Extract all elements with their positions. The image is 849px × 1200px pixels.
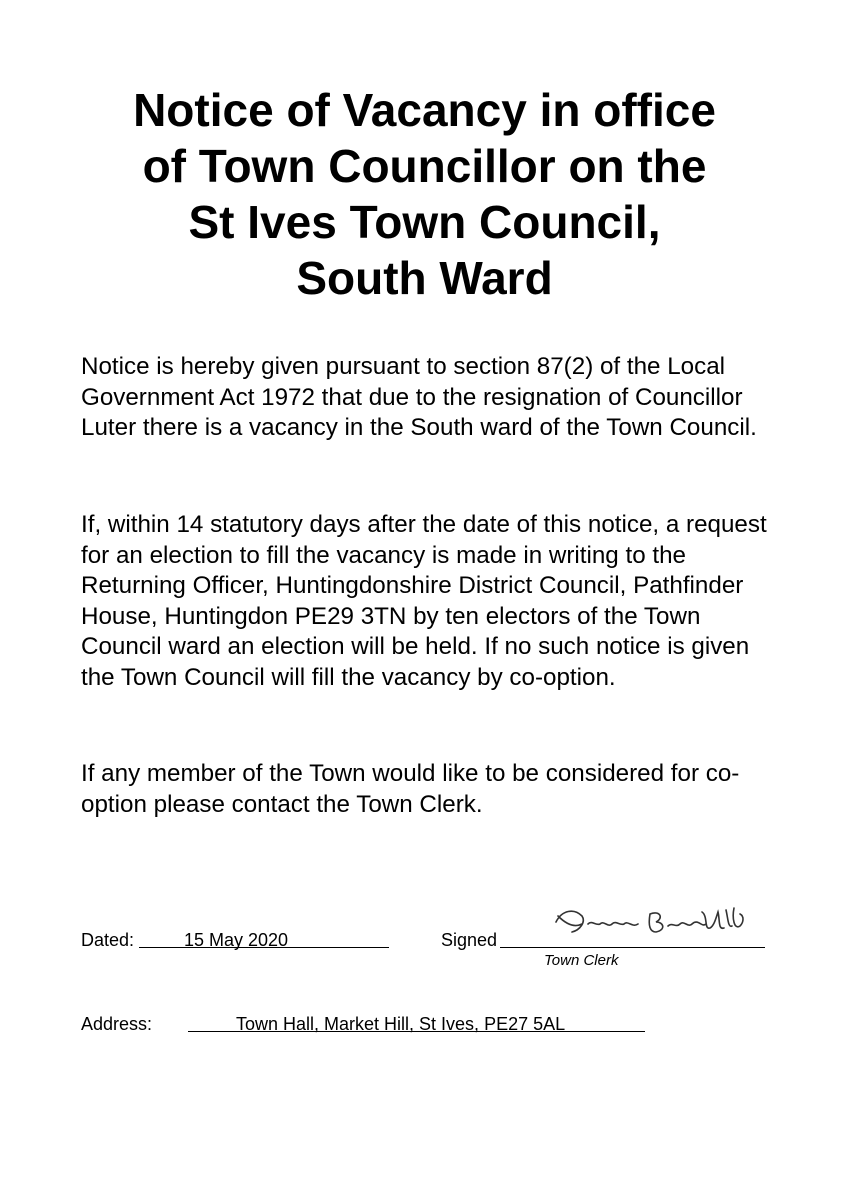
address-value: Town Hall, Market Hill, St Ives, PE27 5AL <box>236 1014 566 1034</box>
signatory-role: Town Clerk <box>544 952 619 969</box>
signed-underline <box>500 947 765 948</box>
title-line-4: South Ward <box>296 252 553 304</box>
notice-paragraph-pursuant: Notice is hereby given pursuant to section 87(2) of the Local Government Act 1972 that due to the resignation of Councillor Luter there is a vacancy in the South ward of the Town Council. <box>81 353 757 442</box>
title-line-1: Notice of Vacancy in office <box>133 84 716 136</box>
title-line-3: St Ives Town Council, <box>188 196 661 248</box>
signed-label: Signed <box>441 930 498 950</box>
notice-title <box>60 82 789 306</box>
address-label: Address: <box>81 1014 153 1034</box>
handwritten-signature <box>552 902 748 942</box>
notice-paragraph-co-option: If any member of the Town would like to be considered for co-option please contact the Town Clerk. <box>81 760 740 818</box>
title-line-2: of Town Councillor on the <box>142 140 707 192</box>
dated-value: 15 May 2020 <box>184 930 289 950</box>
dated-label: Dated: <box>81 930 135 950</box>
notice-paragraph-election-request: If, within 14 statutory days after the date of this notice, a request for an election to fill the vacancy is made in writing to the Returning Officer, Huntingdonshire District Council, Pathfinder House, Huntingdon PE29 3TN by ten electors of the Town Council ward an election will be held. If no such notice is given the Town Council will fill the vacancy by co-option. <box>81 511 767 691</box>
